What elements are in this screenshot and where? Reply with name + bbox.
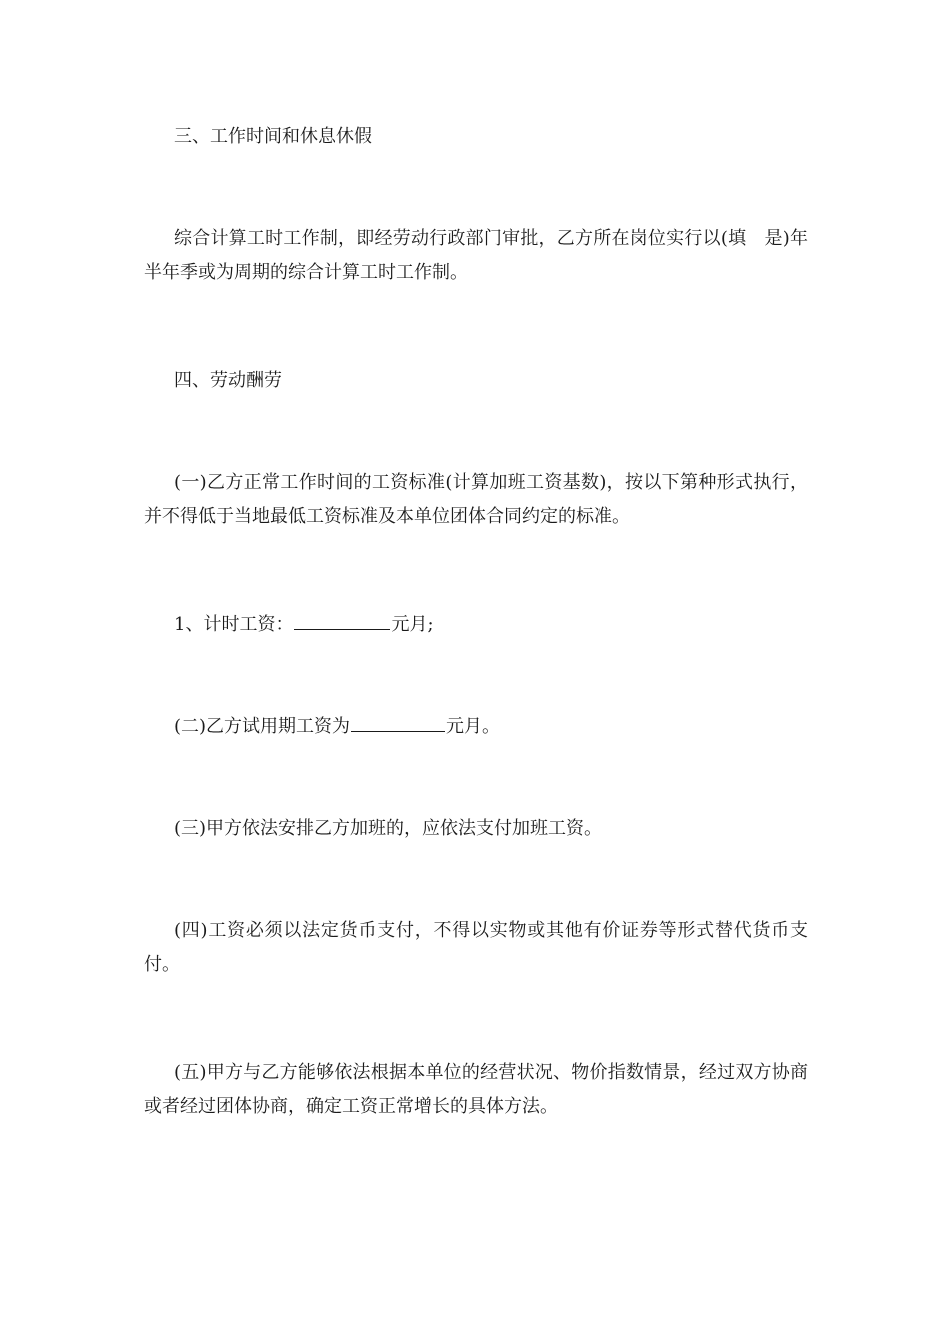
paragraph-wage-growth: (五)甲方与乙方能够依法根据本单位的经营状况、物价指数情景，经过双方协商或者经过团体协商，确定工资正常增长的具体方法。 [144, 1062, 808, 1117]
section-heading-work-hours: 三、工作时间和休息休假 [174, 126, 372, 147]
probation-wage-label: (二)乙方试用期工资为 [174, 716, 351, 737]
hourly-wage-blank [294, 611, 390, 630]
section-heading-remuneration: 四、劳动酬劳 [174, 370, 282, 391]
paragraph-probation-wage [144, 710, 808, 744]
paragraph-hourly-wage [144, 608, 808, 642]
probation-wage-unit: 元月。 [446, 716, 501, 737]
hourly-wage-unit: 元月; [391, 614, 434, 635]
paragraph-comprehensive-hours: 综合计算工时工作制，即经劳动行政部门审批，乙方所在岗位实行以(填 是)年半年季或为周期的综合计算工时工作制。 [144, 228, 808, 283]
paragraph-legal-currency: (四)工资必须以法定货币支付，不得以实物或其他有价证券等形式替代货币支付。 [144, 920, 808, 975]
probation-wage-blank [351, 713, 445, 732]
paragraph-wage-standard: (一)乙方正常工作时间的工资标准(计算加班工资基数)，按以下第种形式执行，并不得低于当地最低工资标准及本单位团体合同约定的标准。 [144, 472, 808, 527]
paragraph-overtime-pay: (三)甲方依法安排乙方加班的，应依法支付加班工资。 [174, 818, 603, 839]
hourly-wage-label: 1、计时工资： [174, 614, 294, 635]
